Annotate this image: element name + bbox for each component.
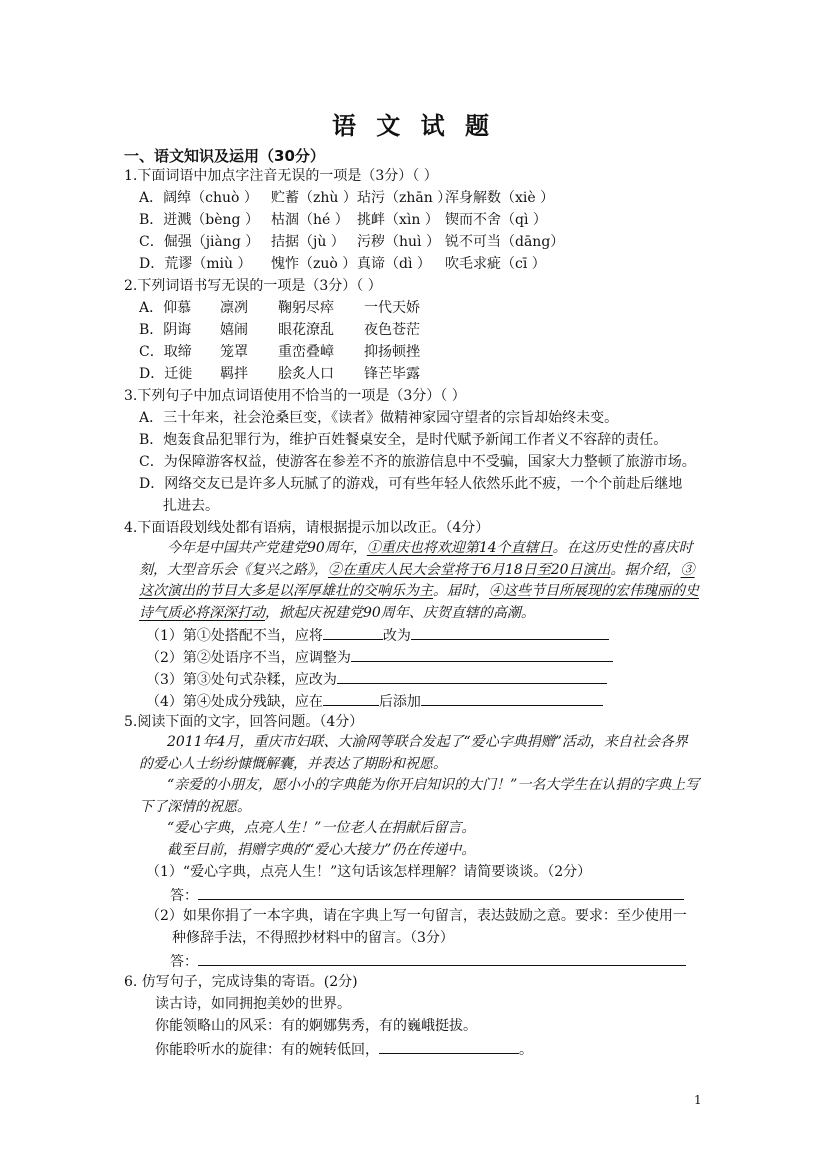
q4-blank-2[interactable] [351,646,613,662]
q5-sub-question-1: （1）“爱心字典，点亮人生！”这句话该怎样理解？请简要谈谈。（2分） [146,864,592,880]
q5-answer-2-blank[interactable] [198,950,686,966]
q5-answer-1-blank[interactable] [198,884,684,900]
q1a-2: 贮蓄（zhù ） [271,190,357,206]
q5-answer-2-label: 答： [170,954,198,970]
q1-option-c [139,232,564,252]
q1c-1: C．倔强（jiàng ） [139,234,260,250]
q4-item-3-label: （3）第③处句式杂糅，应改为 [146,672,337,688]
q2c-4: 抑扬顿挫 [364,344,420,360]
q4-text-3: 。据介绍， [610,561,681,578]
q1b-2: 枯涸（hé ） [271,212,349,228]
q1b-1: B．迸溅（bèng ） [139,212,259,228]
q1-option-a [139,188,554,208]
q1a-1: A．阔绰（chuò ） [139,190,258,206]
q4-underline-2: ②在重庆人民大会堂将于6月18日至20日演出 [328,561,611,578]
q1a-3: 玷污（zhān ） [357,190,452,206]
q2-option-a [139,298,420,318]
q5-sub-question-2-cont: 种修辞手法，不得照抄材料中的留言。（3分） [172,930,454,946]
q1a-4: 浑身解数（xiè ） [445,190,555,206]
q1c-3: 污秽（huì ） [357,234,440,250]
q4-underline-1: ①重庆也将欢迎第14个直辖日 [366,540,553,556]
q2a-3: 鞠躬尽瘁 [278,300,334,316]
q4-text-1: 今年是中国共产党建党90周年， [167,540,367,556]
q1c-2: 拮据（jù ） [271,234,345,250]
q3-option-d: D．网络交友已是许多人玩腻了的游戏，可有些年轻人依然乐此不疲，一个个前赴后继地 [139,476,683,492]
q4-underline-3: ③这次演出的节目大多是以浑厚雄壮的交响乐为主 [139,561,695,599]
q3-option-b: B．炮轰食品犯罪行为，维护百姓餐桌安全，是时代赋予新闻工作者义不容辞的责任。 [139,432,668,448]
q4-passage [139,538,701,624]
q4-item-2 [146,646,613,668]
q4-item-1-label-b: 改为 [382,628,411,644]
q6-blank[interactable] [379,1038,519,1054]
q5-paragraph-4: 截至目前，捐赠字典的“爱心大接力”仍在传递中。 [167,842,476,858]
q3-option-c: C．为保障游客权益，使游客在参差不齐的旅游信息中不受骗，国家大力整顿了旅游市场。 [139,454,696,470]
question-1-stem: 1.下面词语中加点字注音无误的一项是（3分）（ ） [124,168,438,184]
q4-item-4 [146,690,603,712]
q6-line-3-text: 你能聆听水的旋律：有的婉转低回， [155,1042,379,1058]
question-4-stem: 4.下面语段划线处都有语病，请根据提示加以改正。（4分） [124,520,490,536]
q2c-1: C．取缔 [139,344,192,360]
q4-text-2: 。在这历史性的喜庆时刻，大型音乐会《复兴之路》， [139,540,693,578]
q2-option-d [139,364,420,384]
q4-blank-4b[interactable] [421,690,603,706]
q4-item-3 [146,668,607,690]
question-5-stem: 5.阅读下面的文字，回答问题。（4分） [124,714,364,730]
q2d-1: D．迁徙 [139,366,193,382]
q4-blank-3[interactable] [337,668,607,684]
q2b-2: 嬉闹 [220,322,248,338]
q6-line-2: 你能领略山的风采：有的婀娜隽秀，有的巍峨挺拔。 [155,1018,477,1034]
q4-item-4-label-b: 后添加 [378,694,421,710]
question-2-stem: 2.下列词语书写无误的一项是（3分）（ ） [124,278,382,294]
q1-option-d [139,254,546,274]
q6-line-3-end: 。 [519,1042,533,1058]
q1b-4: 锲而不舍（qì ） [445,212,547,228]
q5-paragraph-2: “亲爱的小朋友，愿小小的字典能为你开启知识的大门！”一名大学生在认捐的字典上写下了深情的祝愿。 [139,777,700,815]
q2d-3: 脍炙人口 [278,366,334,382]
q4-item-4-label: （4）第④处成分残缺，应在 [146,694,323,710]
q2a-4: 一代天娇 [364,300,420,316]
q2d-2: 羁拌 [220,366,248,382]
q5-paragraph-3: “爱心字典，点亮人生！”一位老人在捐献后留言。 [167,820,476,836]
q4-text-4: 。届时， [433,583,489,599]
q5-sub-question-2: （2）如果你捐了一本字典，请在字典上写一句留言，表达鼓励之意。要求：至少使用一 [146,908,687,924]
q4-blank-1b[interactable] [411,624,609,640]
q1c-4: 锐不可当（dāng） [445,234,565,250]
question-3-stem: 3.下列句子中加点词语使用不恰当的一项是（3分）（ ） [124,388,466,404]
q5-paragraph-1: 2011年4月，重庆市妇联、大渝网等联合发起了“爱心字典捐赠”活动，来自社会各界的爱心人士纷纷慷慨解囊，并表达了期盼和祝愿。 [139,734,688,772]
q5-answer-1 [170,884,684,906]
section-heading: 一、语文知识及运用（30分） [124,147,325,165]
question-6-stem: 6. 仿写句子，完成诗集的寄语。(2分) [124,974,358,990]
q4-blank-1a[interactable] [323,624,383,640]
q4-item-1-label: （1）第①处搭配不当，应将 [146,628,323,644]
page-title: 语 文 试 题 [331,111,496,140]
q6-line-1: 读古诗，如同拥抱美妙的世界。 [155,996,351,1012]
q3-option-d-continued: 扎进去。 [163,498,219,514]
q6-line-3 [155,1038,533,1060]
q3-option-a: A．三十年来，社会沧桑巨变，《读者》做精神家园守望者的宗旨却始终未变。 [139,410,619,426]
page-number: 1 [694,1093,702,1107]
q2a-2: 凛冽 [220,300,248,316]
q4-item-2-label: （2）第②处语序不当，应调整为 [146,650,351,666]
q4-item-1 [146,624,609,646]
q4-underline-4: ④这些节目所展现的宏伟瑰丽的史诗气质必将深深打动 [139,583,699,621]
q1d-4: 吹毛求疵（cī ） [445,256,546,272]
q2-option-b [139,320,420,340]
q2b-4: 夜色苍茫 [364,322,420,338]
q1d-3: 真谛（dì ） [357,256,431,272]
q1-option-b [139,210,547,230]
q2b-3: 眼花潦乱 [278,322,334,338]
q2-option-c [139,342,420,362]
q1b-3: 挑衅（xìn ） [357,212,439,228]
q2d-4: 锋芒毕露 [364,366,420,382]
q1d-1: D．荒谬（miù ） [139,256,252,272]
q1d-2: 愧怍（zuò ） [271,256,357,272]
q5-answer-1-label: 答： [170,888,198,904]
q5-answer-2 [170,950,686,972]
q2b-1: B．阴诲 [139,322,192,338]
q2c-2: 笼罩 [220,344,248,360]
q4-blank-4a[interactable] [323,690,379,706]
q4-text-5: ，掀起庆祝建党90周年、庆贺直辖的高潮。 [265,604,535,621]
q2a-1: A．仰慕 [139,300,192,316]
q2c-3: 重峦叠嶂 [278,344,334,360]
